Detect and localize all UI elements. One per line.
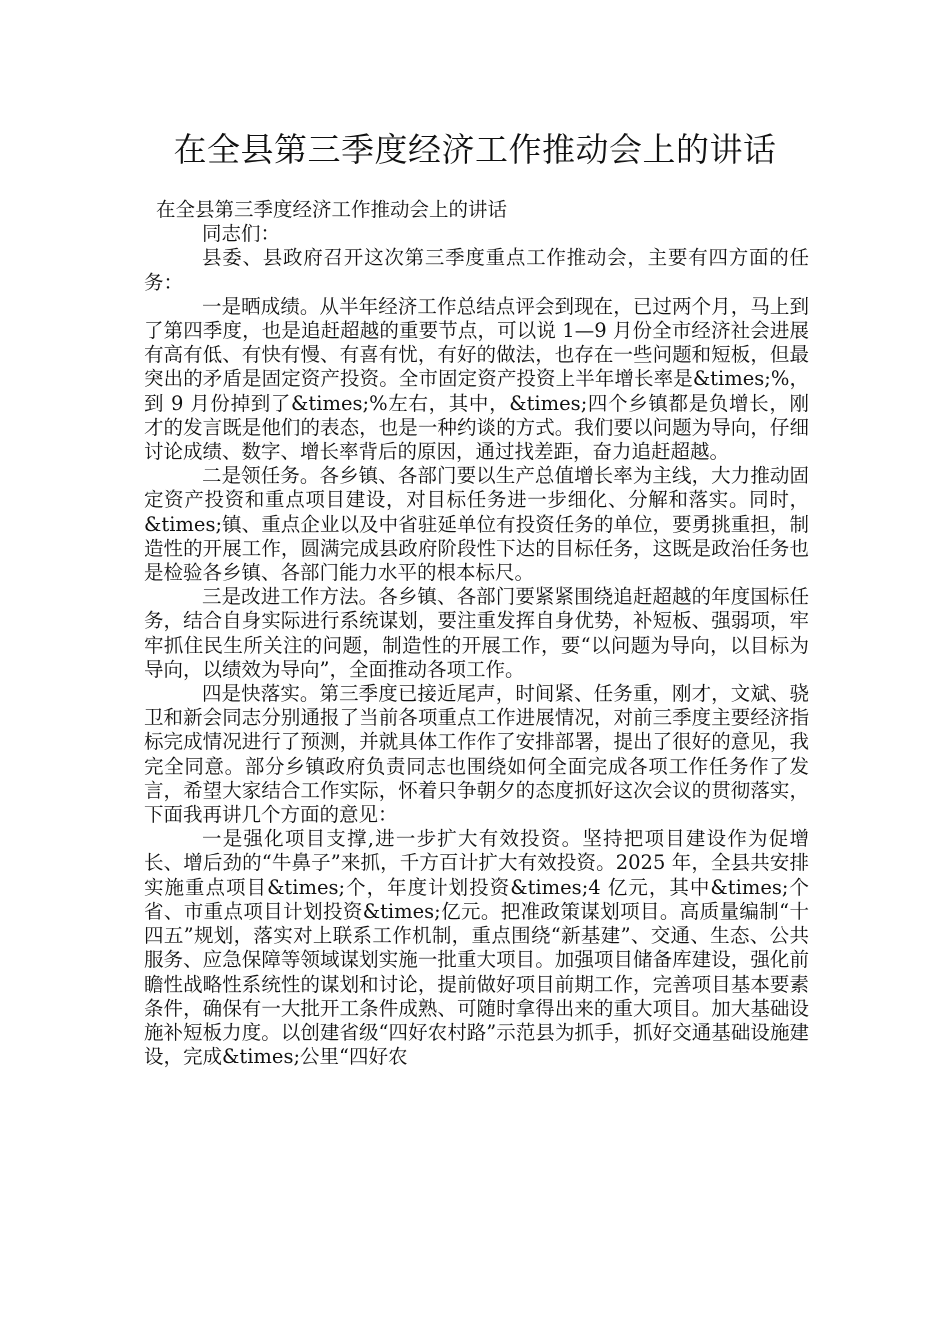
document-body bbox=[144, 198, 809, 1069]
paragraph-intro: 县委、县政府召开这次第三季度重点工作推动会，主要有四方面的任务： bbox=[144, 246, 809, 294]
paragraph-task-three: 三是改进工作方法。各乡镇、各部门要紧紧围绕追赶超越的年度国标任务，结合自身实际进行系统谋划，要注重发挥自身优势，补短板、强弱项，牢牢抓住民生所关注的问题，制造性的开展工作，要“以问题为导向，以目标为导向，以绩效为导向”，全面推动各项工作。 bbox=[144, 585, 809, 681]
paragraph-task-two: 二是领任务。各乡镇、各部门要以生产总值增长率为主线，大力推动固定资产投资和重点项目建设，对目标任务进一步细化、分解和落实。同时，&times;镇、重点企业以及中省驻延单位有投资任务的单位，要勇挑重担，制造性的开展工作，圆满完成县政府阶段性下达的目标任务，这既是政治任务也是检验各乡镇、各部门能力水平的根本标尺。 bbox=[144, 464, 809, 585]
paragraph-task-one: 一是晒成绩。从半年经济工作总结点评会到现在，已过两个月，马上到了第四季度，也是追赶超越的重要节点，可以说 1—9 月份全市经济社会进展有高有低、有快有慢、有喜有忧，有好的做法，也存在一些问题和短板，但最突出的矛盾是固定资产投资。全市固定资产投资上半年增长率是&times;%，到 9 月份掉到了&times;%左右，其中，&times;四个乡镇都是负增长，刚才的发言既是他们的表态，也是一种约谈的方式。我们要以问题为导向，仔细讨论成绩、数字、增长率背后的原因，通过找差距，奋力追赶超越。 bbox=[144, 294, 809, 464]
document-title: 在全县第三季度经济工作推动会上的讲话 bbox=[173, 130, 777, 169]
paragraph-opinion-one: 一是强化项目支撑,进一步扩大有效投资。坚持把项目建设作为促增长、增后劲的“牛鼻子”来抓，千方百计扩大有效投资。2025 年，全县共安排实施重点项目&times;个，年度计划投资&times;4 亿元，其中&times;个省、市重点项目计划投资&times;亿元。把准政策谋划项目。高质量编制“十四五”规划，落实对上联系工作机制，重点围绕“新基建”、交通、生态、公共服务、应急保障等领域谋划实施一批重大项目。加强项目储备库建设，强化前瞻性战略性系统性的谋划和讨论，提前做好项目前期工作，完善项目基本要素条件，确保有一大批开工条件成熟、可随时拿得出来的重大项目。加大基础设施补短板力度。以创建省级“四好农村路”示范县为抓手，抓好交通基础设施建设，完成&times;公里“四好农 bbox=[144, 827, 809, 1069]
salutation: 同志们： bbox=[202, 222, 281, 246]
document-subtitle: 在全县第三季度经济工作推动会上的讲话 bbox=[156, 198, 508, 221]
paragraph-task-four: 四是快落实。第三季度已接近尾声，时间紧、任务重，刚才，文斌、骁卫和新会同志分别通报了当前各项重点工作进展情况，对前三季度主要经济指标完成情况进行了预测，并就具体工作作了安排部署，提出了很好的意见，我完全同意。部分乡镇政府负责同志也围绕如何全面完成各项工作任务作了发言，希望大家结合工作实际，怀着只争朝夕的态度抓好这次会议的贯彻落实，下面我再讲几个方面的意见： bbox=[144, 682, 809, 827]
